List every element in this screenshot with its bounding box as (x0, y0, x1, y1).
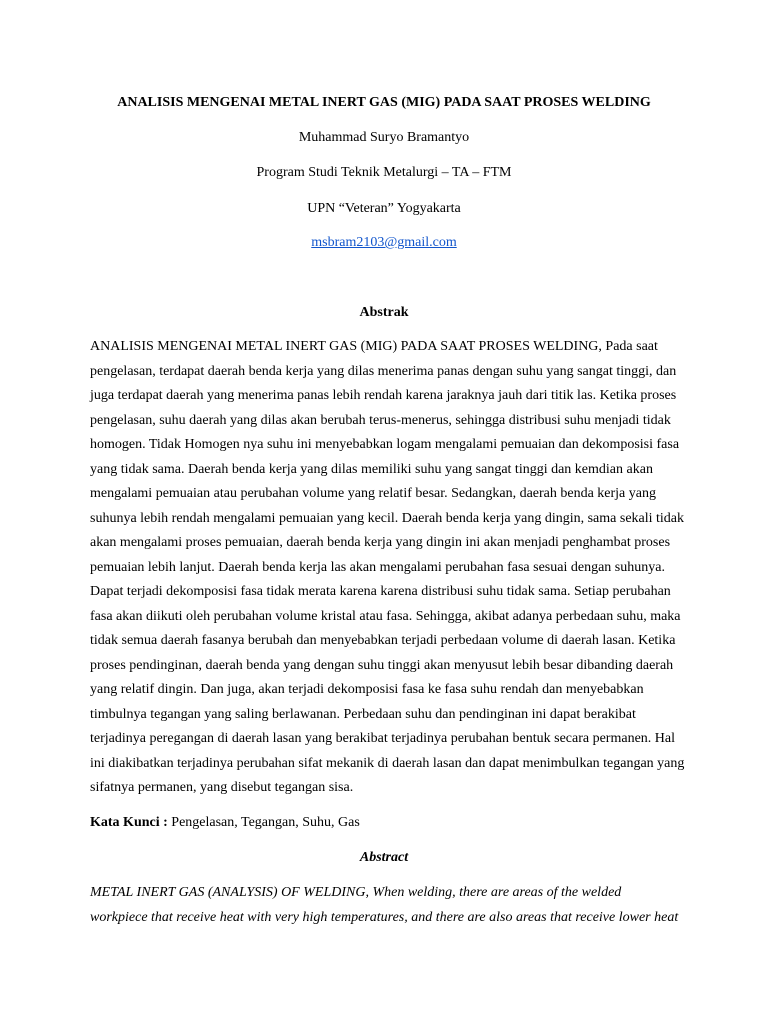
abstrak-line: terjadinya peregangan di daerah lasan yang berakibat terjadinya perubahan bentuk secara permanen. Hal (90, 731, 675, 746)
abstrak-heading: Abstrak (359, 305, 409, 320)
abstrak-line: juga terdapat daerah yang menerima panas lebih rendah karena jaraknya jauh dari titik las. Ketika proses (90, 388, 677, 403)
abstrak-body (90, 335, 685, 801)
abstrak-line: timbulnya tegangan yang saling berlawanan. Perbedaan suhu dan pendinginan ini dapat berakibat (90, 706, 636, 722)
keywords-label: Kata Kunci : (90, 815, 168, 830)
email-link[interactable]: msbram2103@gmail.com (311, 235, 457, 250)
abstrak-line: ANALISIS MENGENAI METAL INERT GAS (MIG) PADA SAAT PROSES WELDING, Pada saat (90, 339, 658, 354)
abstrak-line: pemuaian lebih lanjut. Daerah benda kerja las akan mengalami perubahan fasa sesuai dengan suhunya. (90, 559, 665, 575)
abstrak-line: fasa akan diikuti oleh perubahan volume kristal atau fasa. Sehingga, akibat adanya perbedaan suhu, maka (90, 608, 681, 624)
abstrak-line: ini diakibatkan terjadinya perubahan sifat mekanik di daerah lasan dan dapat menimbulkan tegangan yang (90, 755, 685, 771)
abstrak-line: mengalami pemuaian atau perubahan volume yang relatif besar. Sedangkan, daerah benda kerja yang (90, 486, 656, 501)
author-name: Muhammad Suryo Bramantyo (298, 130, 470, 145)
abstrak-line: sifatnya permanen, yang disebut tegangan sisa. (90, 780, 354, 795)
abstrak-line: suhunya lebih rendah mengalami pemuaian yang kecil. Daerah benda kerja yang dingin, sama sekali tidak (90, 510, 685, 526)
keywords (90, 811, 678, 836)
abstrak-line: homogen. Tidak Homogen nya suhu ini menyebabkan logam mengalami pemuaian dan dekomposisi fasa (90, 437, 680, 452)
abstrak-line: akan mengalami proses pemuaian, daerah benda kerja yang dingin ini akan menjadi penghambat proses (90, 535, 671, 550)
abstrak-line: Dapat terjadi dekomposisi fasa tidak merata karena karena distribusi suhu tidak sama. Setiap perubahan (90, 584, 671, 599)
abstrak-line: proses pendinginan, daerah benda yang dengan suhu tinggi akan menyusut lebih besar dibanding daerah (90, 657, 674, 673)
abstract-line: METAL INERT GAS (ANALYSIS) OF WELDING, When welding, there are areas of the welded (90, 885, 622, 900)
abstract-line: workpiece that receive heat with very high temperatures, and there are also areas that receive lower heat (90, 909, 679, 925)
study-program: Program Studi Teknik Metalurgi – TA – FTM (256, 165, 512, 180)
abstract-body (90, 881, 678, 930)
abstrak-line: yang relatif dingin. Dan juga, akan terjadi dekomposisi fasa ke fasa suhu rendah dan menyebabkan (90, 682, 644, 697)
keywords-value: Pengelasan, Tegangan, Suhu, Gas (167, 815, 360, 830)
abstrak-line: yang tidak sama. Daerah benda kerja yang dilas memiliki suhu yang sangat tinggi dan kemdian akan (90, 461, 653, 477)
paper-title: ANALISIS MENGENAI METAL INERT GAS (MIG) PADA SAAT PROSES WELDING (117, 95, 651, 110)
abstrak-line: tidak semua daerah fasanya berubah dan menyebabkan terjadi perbedaan volume di daerah lasan. Ketika (90, 633, 676, 648)
university-name: UPN “Veteran” Yogyakarta (307, 201, 461, 216)
abstrak-line: pengelasan, terdapat daerah benda kerja yang dilas menerima panas dengan suhu yang sangat tinggi, dan (90, 363, 677, 379)
abstract-heading: Abstract (359, 850, 409, 865)
abstrak-line: pengelasan, suhu daerah yang dilas akan berubah terus-menerus, sehingga distribusi suhu menjadi tidak (90, 412, 671, 428)
